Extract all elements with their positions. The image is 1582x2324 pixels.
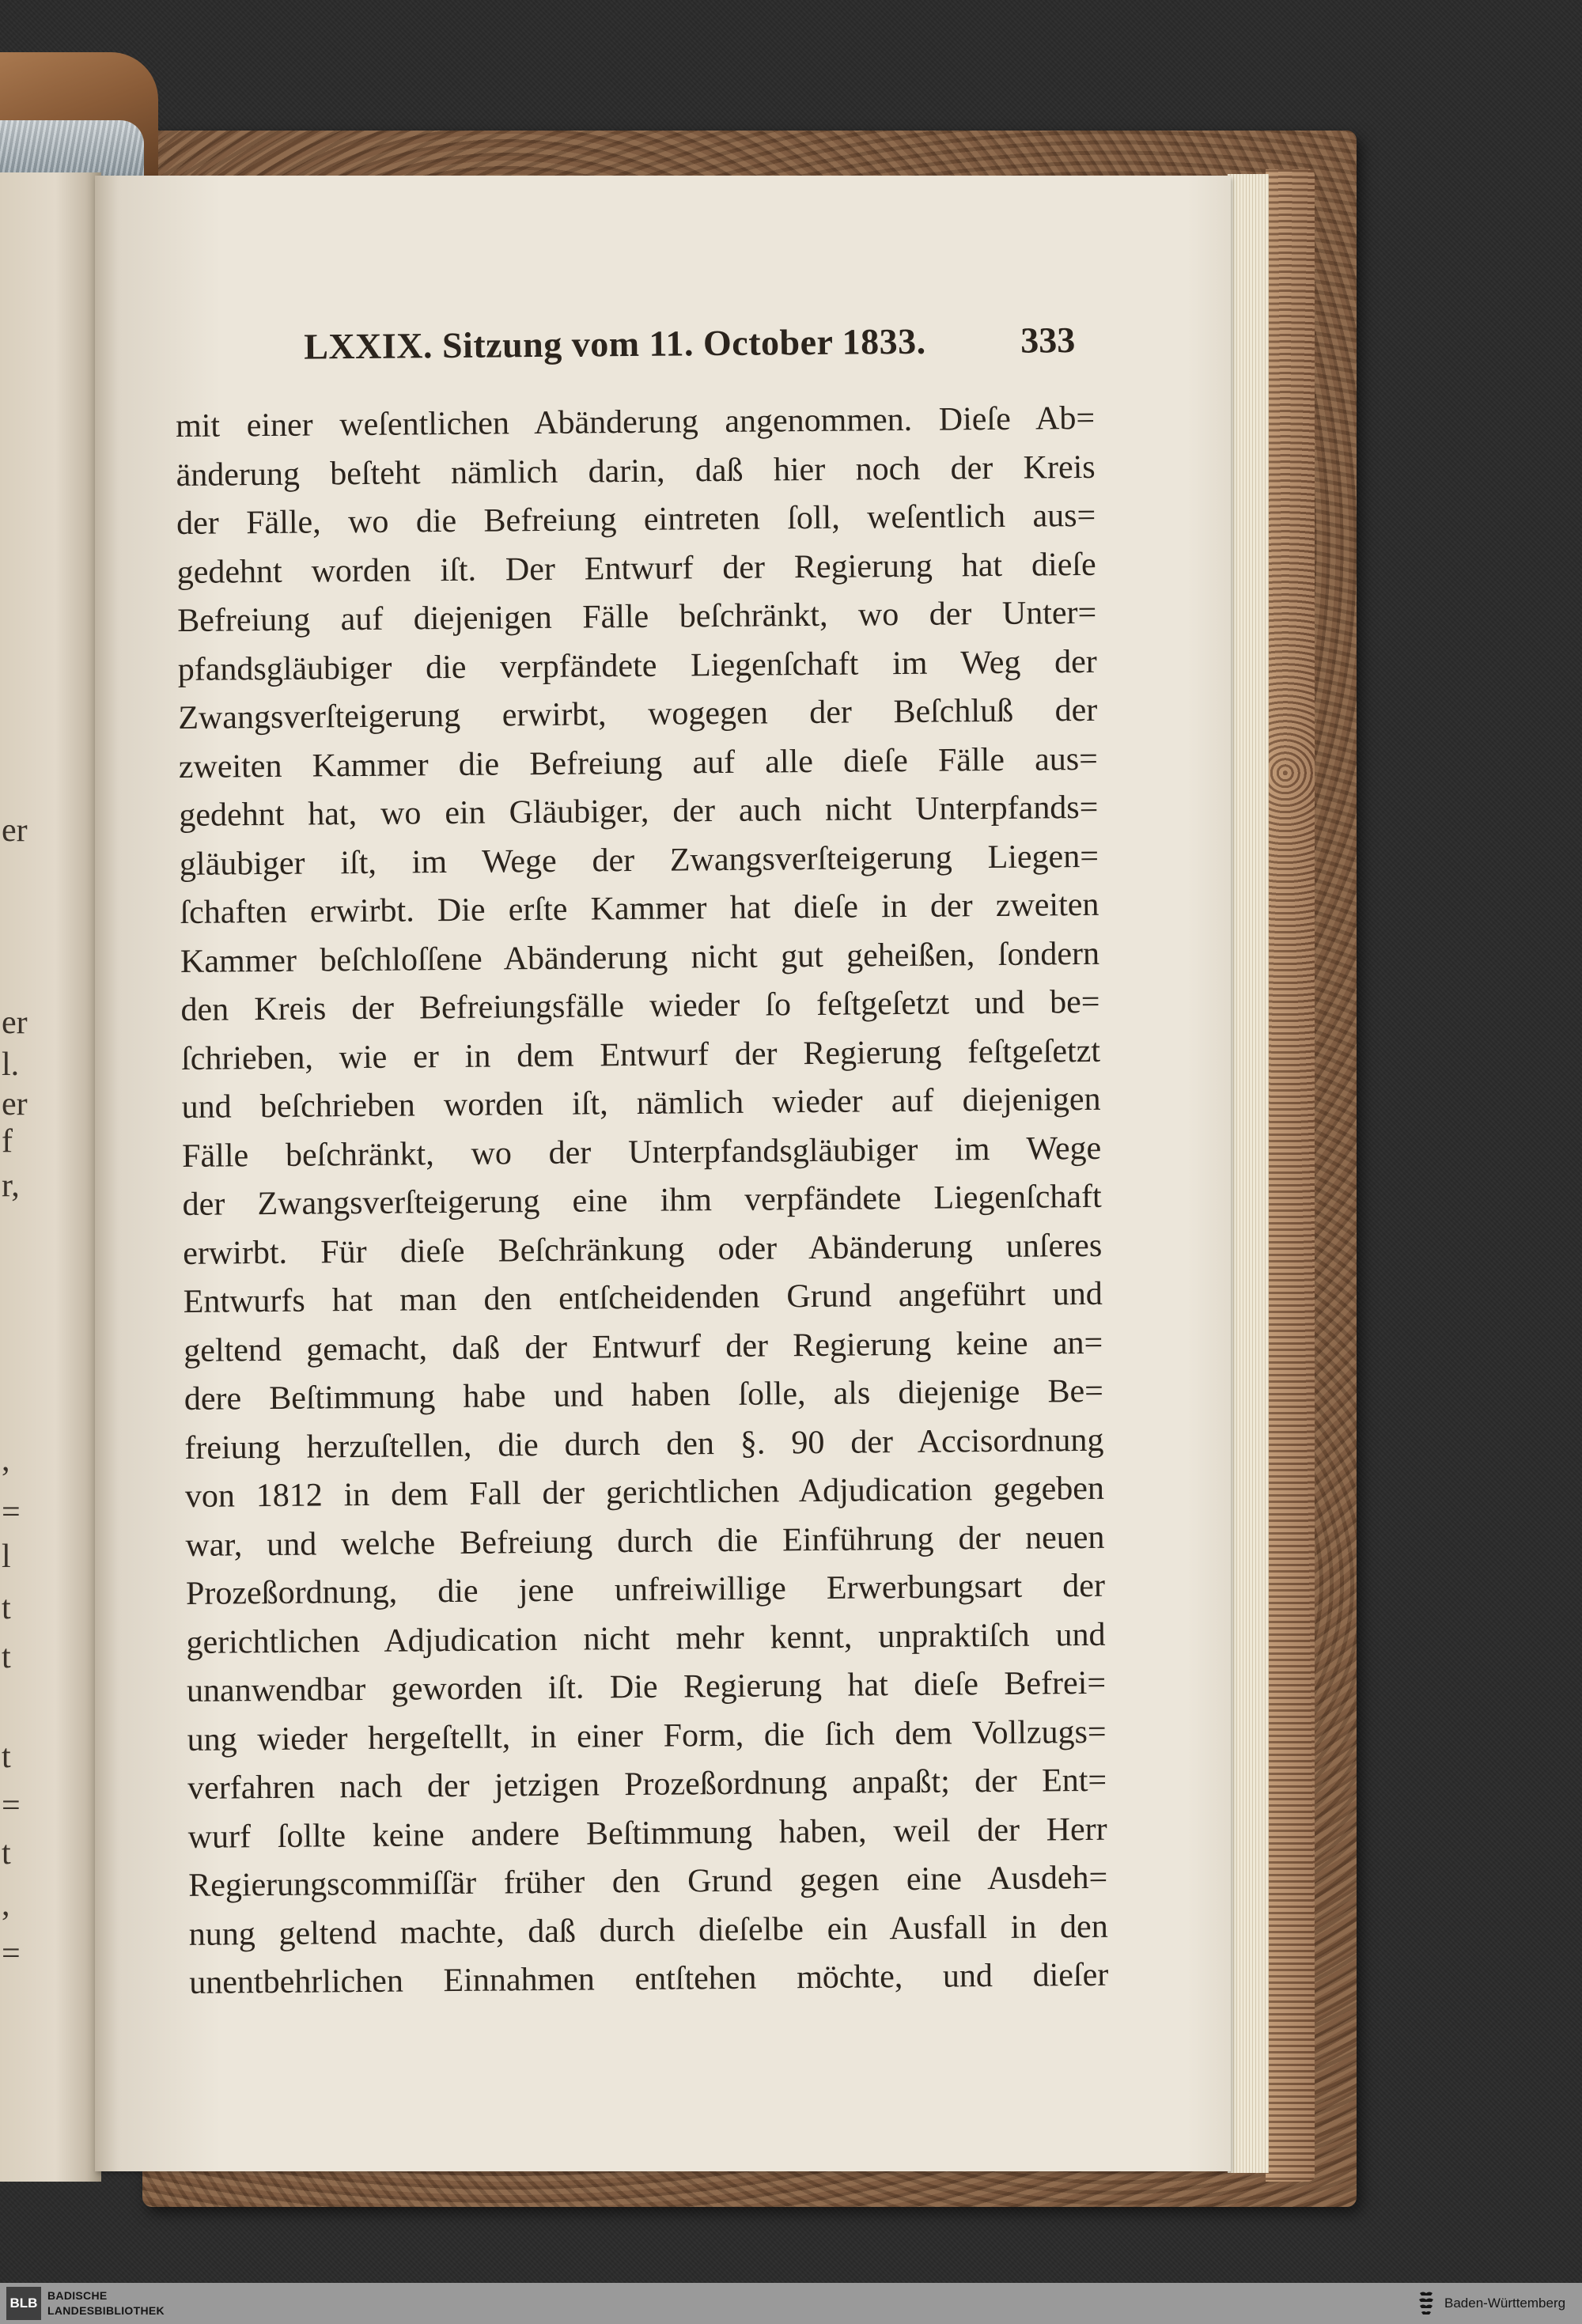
- text-line: den Kreis der Befreiungsfälle wieder ſo feſtgeſetzt und be=: [180, 983, 1100, 1028]
- text-line: erwirbt. Für dieſe Beſchränkung oder Abänderung unſeres: [183, 1227, 1103, 1272]
- left-page-text-fragment: f: [2, 1123, 13, 1160]
- text-line: Fälle beſchränkt, wo der Unterpfandsgläubiger im Wege: [181, 1130, 1102, 1175]
- text-line: gläubiger iſt, im Wege der Zwangsverſteigerung Liegen=: [179, 838, 1099, 883]
- left-page-text-fragment: r,: [2, 1168, 20, 1204]
- text-line: der Fälle, wo die Befreiung eintreten ſoll, weſentlich aus=: [176, 497, 1096, 542]
- text-line: Prozeßordnung, die jene unfreiwillige Erwerbungsart der: [185, 1567, 1106, 1612]
- left-page-text-fragment: t: [2, 1590, 11, 1626]
- library-name: [47, 2288, 165, 2318]
- text-line: gedehnt hat, wo ein Gläubiger, der auch nicht Unterpfands=: [179, 789, 1099, 834]
- running-title: LXXIX. Sitzung vom 11. October 1833.: [304, 320, 926, 367]
- text-line: ung wieder hergeſtellt, in einer Form, die ſich dem Vollzugs=: [187, 1713, 1107, 1758]
- left-page-text-fragment: er: [2, 812, 28, 849]
- text-line: pfandsgläubiger die verpfändete Liegenſchaft im Weg der: [177, 643, 1097, 688]
- left-page-text-fragment: ,: [2, 1442, 10, 1478]
- left-page-text-fragment: =: [2, 1788, 21, 1824]
- text-line: gerichtlichen Adjudication nicht mehr kennt, unpraktiſch und: [186, 1616, 1106, 1661]
- text-line: verfahren nach der jetzigen Prozeßordnung anpaßt; der Ent=: [187, 1762, 1107, 1807]
- text-line: unanwendbar geworden iſt. Die Regierung hat dieſe Befrei=: [186, 1664, 1107, 1709]
- running-head: [175, 318, 1094, 370]
- text-line: war, und welche Befreiung durch die Einführung der neuen: [185, 1519, 1105, 1564]
- text-line: Zwangsverſteigerung erwirbt, wogegen der Beſchluß der: [178, 691, 1098, 736]
- page-stack-edge: [1228, 174, 1269, 2173]
- page-number: 333: [1020, 320, 1076, 361]
- text-line: Regierungscommiſſär früher den Grund gegen eine Ausdeh=: [188, 1859, 1108, 1904]
- text-line: Entwurfs hat man den entſcheidenden Grund angeführt und: [183, 1275, 1103, 1320]
- text-line: Kammer beſchloſſene Abänderung nicht gut geheißen, ſondern: [180, 935, 1100, 980]
- text-line: von 1812 in dem Fall der gerichtlichen Adjudication gegeben: [184, 1470, 1105, 1515]
- text-line: unentbehrlichen Einnahmen entſtehen möchte, und dieſer: [189, 1956, 1109, 2001]
- text-line: nung geltend machte, daß durch dieſelbe ein Ausfall in den: [188, 1908, 1108, 1953]
- left-page: [0, 172, 101, 2182]
- text-line: dere Beſtimmung habe und haben ſolle, als diejenige Be=: [184, 1372, 1103, 1417]
- left-page-text-fragment: er: [2, 1086, 28, 1122]
- text-line: der Zwangsverſteigerung eine ihm verpfändete Liegenſchaft: [182, 1178, 1102, 1223]
- text-line: Befreiung auf diejenigen Fälle beſchränkt, wo der Unter=: [177, 594, 1097, 639]
- marbled-page-edge: [1266, 169, 1315, 2182]
- baden-wuerttemberg-crest-icon: [1416, 2289, 1436, 2318]
- state-name: Baden-Württemberg: [1444, 2296, 1566, 2311]
- text-line: wurf ſollte keine andere Beſtimmung haben, weil der Herr: [187, 1811, 1107, 1856]
- left-page-text-fragment: l: [2, 1539, 11, 1575]
- text-line: änderung beſteht nämlich darin, daß hier noch der Kreis: [176, 449, 1096, 494]
- body-text: [176, 395, 1109, 2008]
- text-line: gedehnt worden iſt. Der Entwurf der Regierung hat dieſe: [176, 546, 1096, 591]
- left-page-text-fragment: ,: [2, 1887, 10, 1923]
- left-page-text-fragment: er: [2, 1005, 28, 1041]
- left-page-text-fragment: l.: [2, 1047, 20, 1083]
- footer-bar: [0, 2283, 1582, 2324]
- text-line: zweiten Kammer die Befreiung auf alle dieſe Fälle aus=: [178, 740, 1099, 785]
- page-text-block: [175, 318, 1109, 2001]
- text-line: ſchrieben, wie er in dem Entwurf der Regierung feſtgeſetzt: [180, 1032, 1101, 1077]
- left-page-text-fragment: t: [2, 1639, 11, 1675]
- left-page-text-fragment: =: [2, 1936, 21, 1972]
- blb-logo: [6, 2287, 41, 2320]
- library-name-line1: BADISCHE: [47, 2289, 108, 2302]
- library-name-line2: LANDESBIBLIOTHEK: [47, 2304, 165, 2317]
- text-line: freiung herzuſtellen, die durch den §. 90 der Accisordnung: [184, 1421, 1104, 1467]
- left-page-text-fragment: t: [2, 1835, 11, 1872]
- left-page-text-fragment: t: [2, 1739, 11, 1775]
- text-line: ſchaften erwirbt. Die erſte Kammer hat dieſe in der zweiten: [180, 886, 1099, 931]
- text-line: geltend gemacht, daß der Entwurf der Regierung keine an=: [184, 1324, 1103, 1369]
- text-line: mit einer weſentlichen Abänderung angenommen. Dieſe Ab=: [175, 399, 1096, 445]
- text-line: und beſchrieben worden iſt, nämlich wieder auf diejenigen: [181, 1081, 1101, 1126]
- blb-logo-text: BLB: [9, 2296, 38, 2311]
- left-page-text-fragment: =: [2, 1494, 21, 1531]
